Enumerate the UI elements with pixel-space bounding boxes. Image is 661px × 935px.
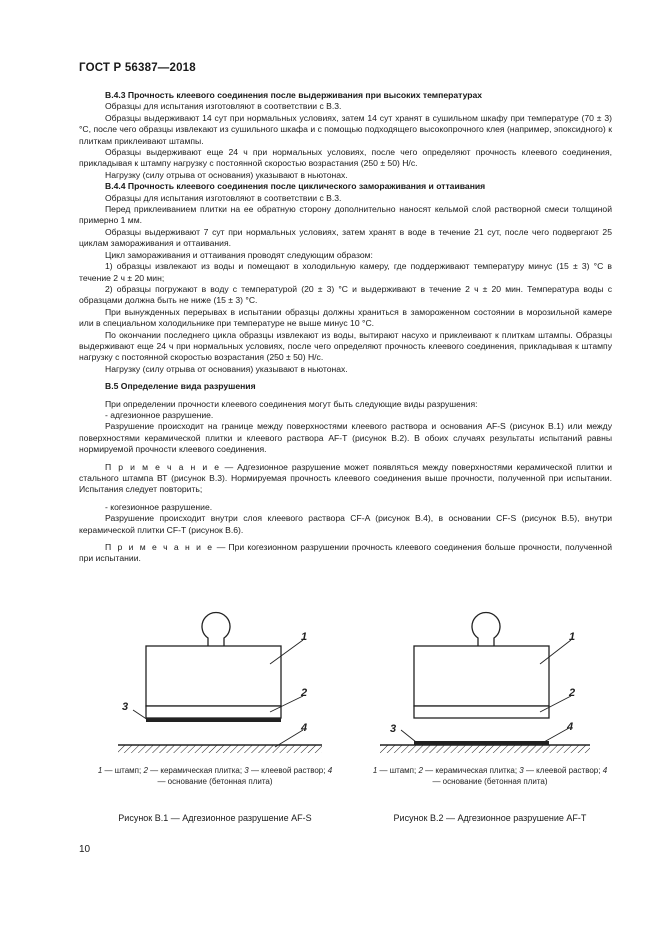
ceramic-tile	[414, 706, 549, 718]
figure-b1-legend: 1 — штамп; 2 — керамическая плитка; 3 — клеевой раствор; 4 — основание (бетонная плита)	[97, 766, 333, 786]
paragraph: При вынужденных перерывах в испытании образцы должны храниться в замороженном состоянии в морозильной камере или в специальном холодильнике при температуре не выше минус 10 °С.	[79, 306, 612, 329]
page-number: 10	[79, 844, 91, 855]
stamp-block	[146, 646, 281, 706]
paragraph: Образцы для испытания изготовляют в соответствии с В.3.	[105, 192, 342, 203]
base-hatch	[118, 745, 322, 753]
paragraph: Образцы выдерживают 7 сут при нормальных условиях, затем хранят в воде в течение 21 сут, после чего подвергают 25 циклам замораживания и оттаивания.	[79, 226, 612, 249]
base-hatch	[380, 745, 590, 753]
fig1-label-4: 4	[301, 722, 308, 734]
note-text: — Адгезионное разрушение может появляться между поверхностями керамической плитки и стального штампа ВТ (рисунок В.3). Нормируемая прочность клеевого соединения выше прочности, полученной при испытании. Испытания следует повторить;	[79, 461, 612, 495]
fig1-label-3: 3	[122, 701, 129, 713]
list-item: 2) образцы погружают в воду с температурой (20 ± 3) °С и выдерживают в течение 2 ч ± 20 мин. Температура воды с образцами должна быть не ниже (15 ± 3) °С.	[79, 283, 612, 306]
figure-b1-title: Рисунок В.1 — Адгезионное разрушение AF-S	[118, 813, 312, 823]
paragraph: При определении прочности клеевого соединения могут быть следующие виды разрушения:	[105, 398, 478, 409]
figure-b1-drawing	[100, 600, 330, 760]
paragraph: Нагрузку (силу отрыва от основания) указывают в ньютонах.	[105, 169, 348, 180]
note-text: — При когезионном разрушении прочность клеевого соединения больше прочности, полученной при испытании.	[79, 542, 612, 564]
figure-b2-drawing	[370, 600, 600, 760]
paragraph: Перед приклеиванием плитки на ее обратную сторону дополнительно наносят кельмой слой растворной смеси толщиной примерно 1 мм.	[79, 204, 612, 226]
note	[79, 462, 612, 496]
section-b44-title: В.4.4 Прочность клеевого соединения после циклического замораживания и оттаивания	[105, 181, 486, 192]
ceramic-tile	[146, 706, 281, 718]
adhesive-layer	[146, 718, 281, 722]
stamp-block	[414, 646, 549, 706]
document-header: ГОСТ Р 56387—2018	[79, 62, 196, 74]
figure-b2-title: Рисунок В.2 — Адгезионное разрушение AF-T	[393, 813, 587, 823]
paragraph: Образцы выдерживают еще 24 ч при нормальных условиях, после чего определяют прочность клеевого соединения, прикладывая к штампу нагрузку с постоянной скоростью возрастания (250 ± 50) Н/с.	[79, 147, 612, 169]
paragraph: Образцы выдерживают 14 сут при нормальных условиях, затем 14 сут хранят в сушильном шкафу при температуре (70 ± 3) °С, после чего образцы извлекают из сушильного шкафа и с помощью подходящего высокопрочного клея (например, эпоксидного) к плиткам приклеивают штампы.	[79, 112, 612, 146]
paragraph: Образцы для испытания изготовляют в соответствии с В.3.	[105, 101, 342, 112]
fig2-label-1: 1	[569, 631, 576, 643]
fig1-label-2: 2	[301, 687, 308, 699]
paragraph: По окончании последнего цикла образцы извлекают из воды, вытирают насухо и приклеивают к плиткам штампы. Образцы выдерживают еще 24 ч при нормальных условиях, после чего определяют прочность клеевого соединения, прикладывая к штампу нагрузку с постоянной скоростью возрастания (250 ± 50) Н/с.	[79, 329, 612, 363]
section-b5-title: В.5 Определение вида разрушения	[105, 381, 256, 392]
list-item: - адгезионное разрушение.	[105, 409, 214, 420]
note	[79, 542, 612, 565]
paragraph: Разрушение происходит внутри слоя клеевого раствора CF-A (рисунок В.4), в основании CF-S (рисунок В.5), внутри керамической плитки CF-T (рисунок В.6).	[79, 513, 612, 535]
list-item: - когезионное разрушение.	[105, 501, 213, 512]
note-label: П р и м е ч а н и е	[105, 461, 221, 472]
paragraph: Нагрузку (силу отрыва от основания) указывают в ньютонах.	[105, 363, 348, 374]
fig2-label-4: 4	[567, 721, 574, 733]
list-item: 1) образцы извлекают из воды и помещают в холодильную камеру, где поддерживают температуру минус (15 ± 3) °С в течение 2 ч ± 20 мин;	[79, 261, 612, 283]
fig2-label-2: 2	[569, 687, 576, 699]
section-b43-title: В.4.3 Прочность клеевого соединения после выдерживания при высоких температурах	[105, 90, 483, 100]
fig1-label-1: 1	[301, 631, 308, 643]
figure-b2-legend: 1 — штамп; 2 — керамическая плитка; 3 — клеевой раствор; 4 — основание (бетонная плита)	[372, 766, 608, 786]
stamp-knob	[472, 613, 500, 646]
note-label: П р и м е ч а н и е	[105, 542, 214, 553]
paragraph: Разрушение происходит на границе между поверхностями клеевого раствора и основания AF-S (рисунок В.1) или между поверхностями керамической плитки и клеевого раствора AF-T (рисунок В.2). В обоих случаях результаты испытаний равны нормируемой прочности клеевого соединения.	[79, 421, 612, 455]
fig2-label-3: 3	[390, 723, 397, 735]
stamp-knob	[202, 613, 230, 646]
main-text	[79, 90, 612, 565]
paragraph: Цикл замораживания и оттаивания проводят следующим образом:	[105, 249, 373, 260]
